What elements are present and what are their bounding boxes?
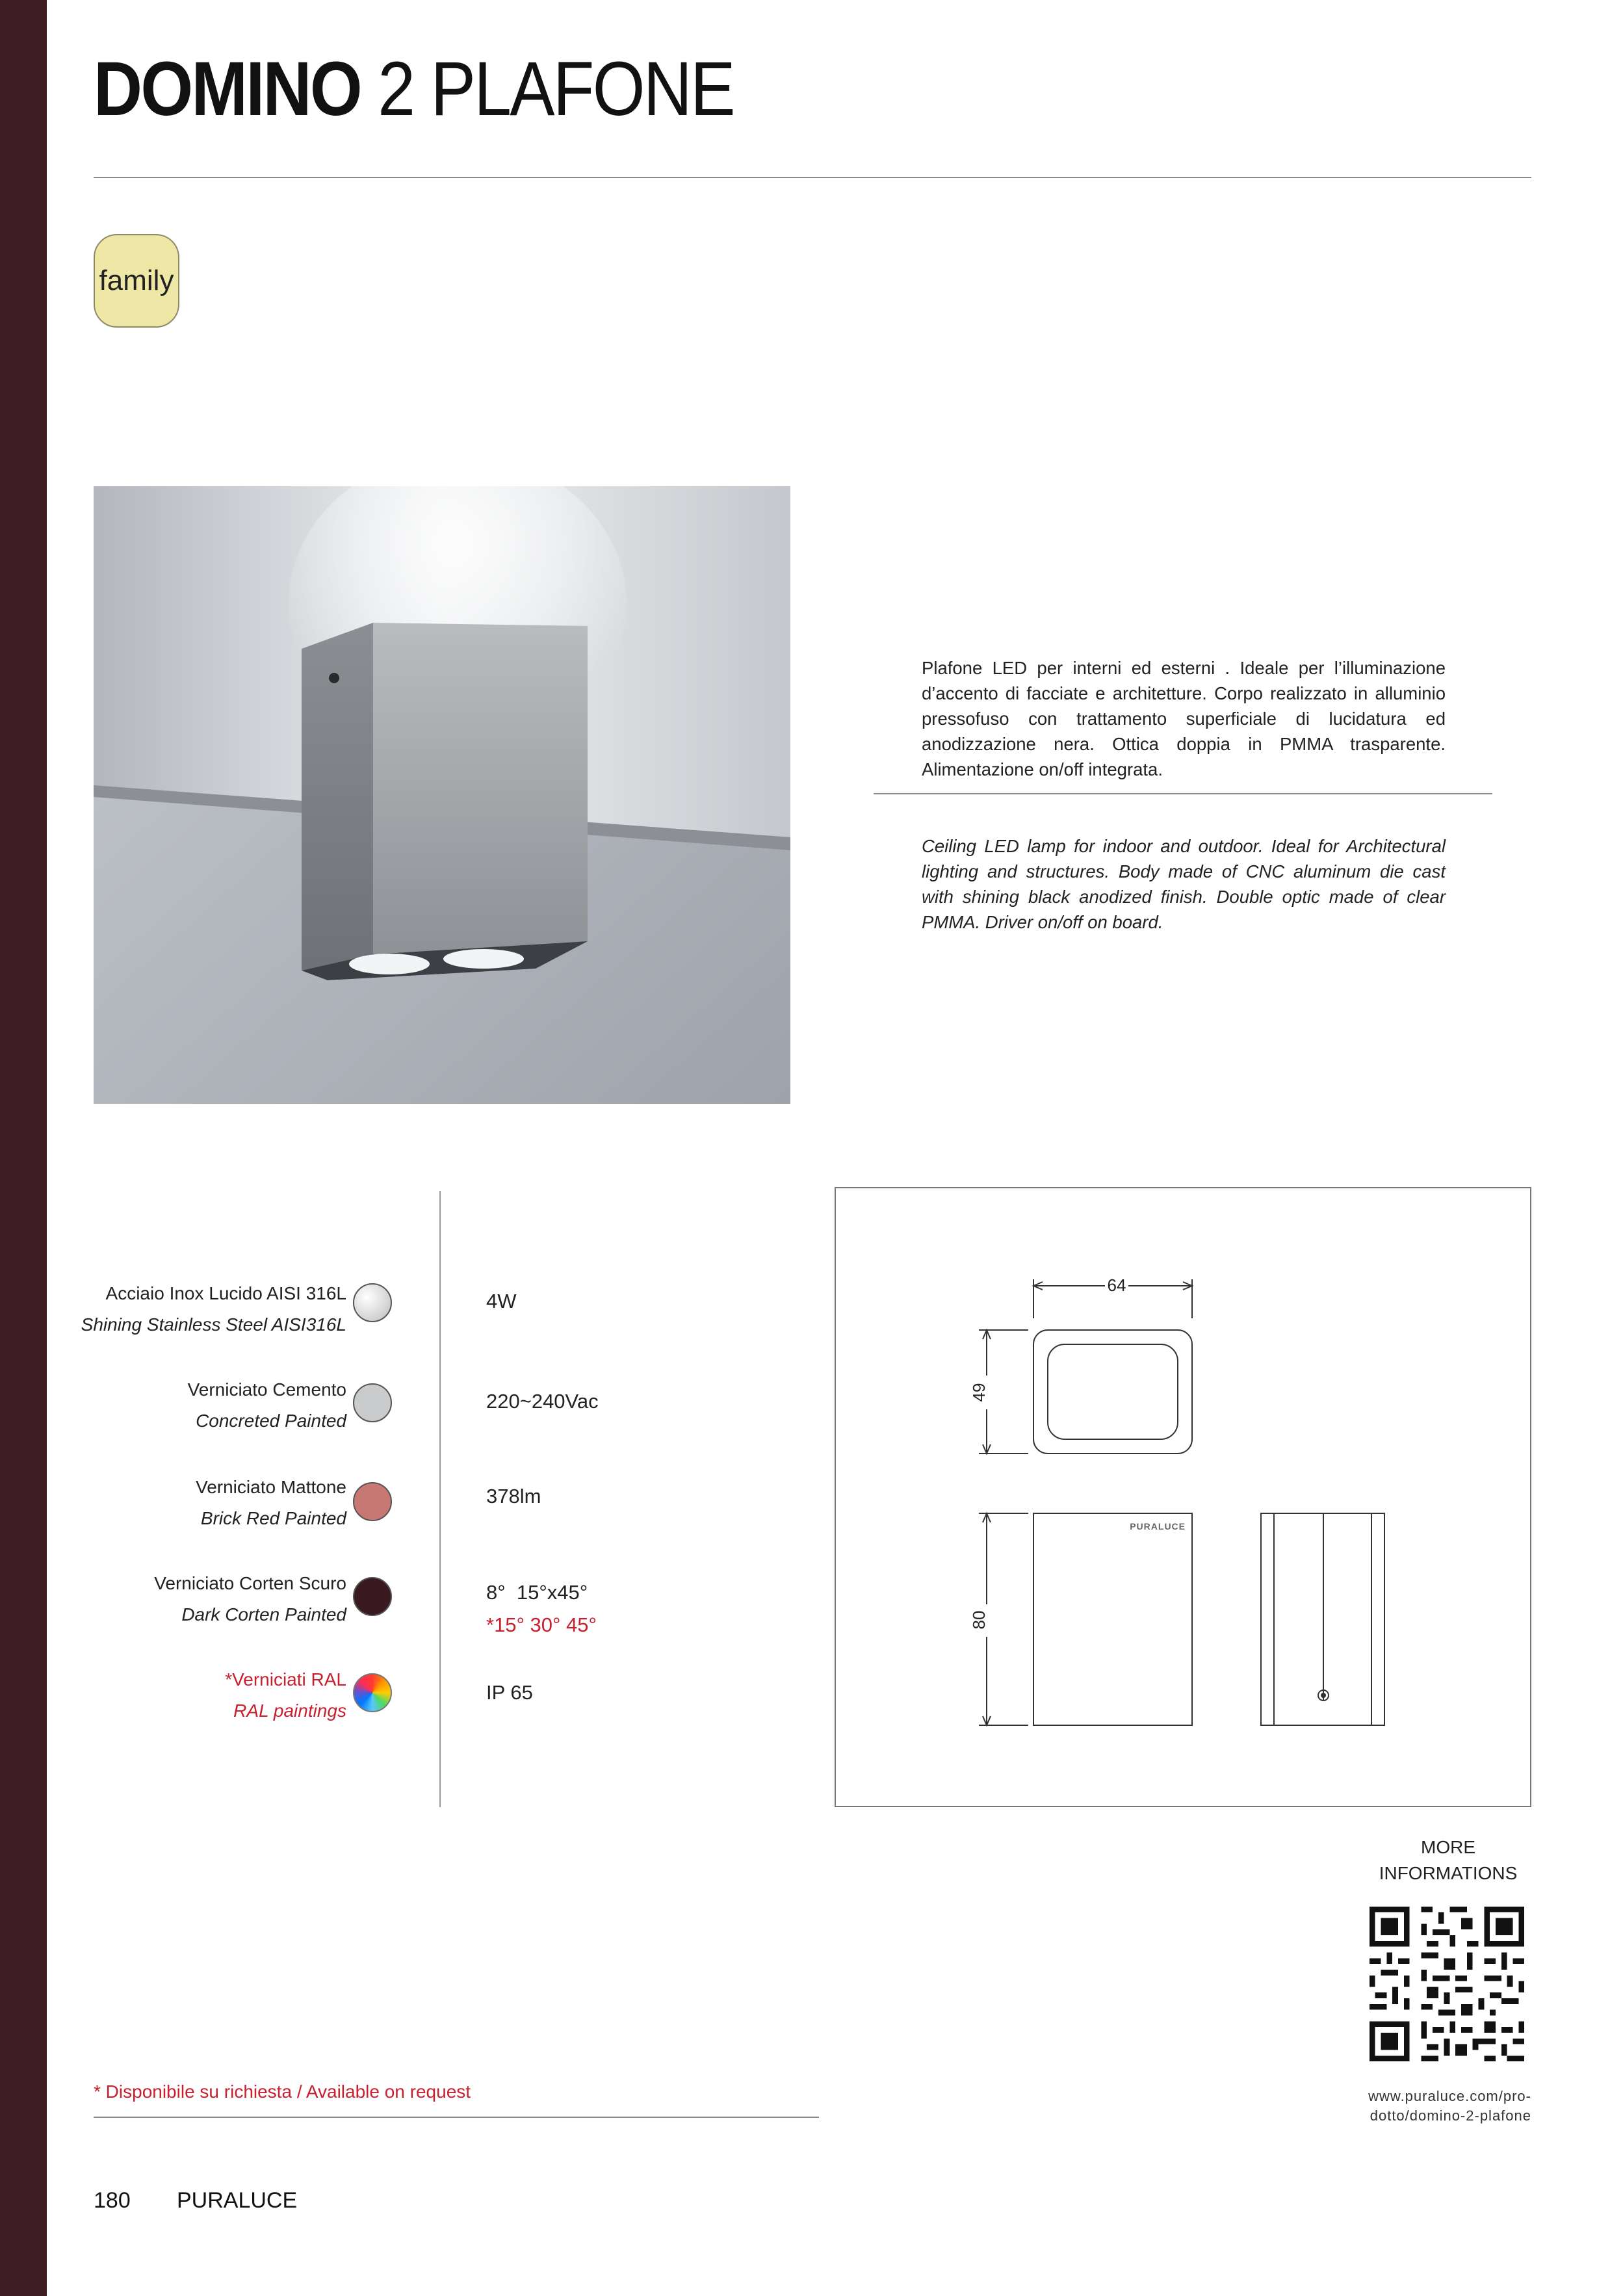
drawing-lines	[836, 1188, 1530, 1806]
description-english: Ceiling LED lamp for indoor and outdoor. Ideal for Architectural lighting and structures. Body made of CNC aluminum die cast with shining black anodized finish. Double optic made of clear PMMA. Driver on/off on board.	[922, 836, 1446, 932]
swatch-stainless[interactable]	[353, 1283, 392, 1322]
finish-label-en: Concreted Painted	[196, 1411, 346, 1431]
finish-corten	[8, 1568, 346, 1630]
dim-depth: 49	[969, 1383, 989, 1402]
description-italian: Plafone LED per interni ed esterni . Ideale per l’illuminazione d’accento di facciate e architetture. Corpo realizzato in alluminio pressofuso con trattamento superficiale di lucidatura ed anodizzazione nera. Ottica doppia in PMMA trasparente. Alimentazione on/off integrata.	[922, 658, 1446, 779]
swatch-brick[interactable]	[353, 1482, 392, 1521]
title-rest: 2 PLAFONE	[361, 46, 734, 132]
spec-power: 4W	[486, 1290, 517, 1312]
finish-label-it: Verniciato Mattone	[196, 1477, 346, 1497]
finish-label-it: Acciaio Inox Lucido AISI 316L	[105, 1283, 346, 1303]
spec-lumen: 378lm	[486, 1485, 541, 1507]
finish-ral	[8, 1664, 346, 1727]
finish-cement	[8, 1374, 346, 1437]
more-line1: MORE	[1421, 1837, 1475, 1857]
title-bold: DOMINO	[94, 46, 361, 132]
drawing-logo: PURALUCE	[1130, 1521, 1186, 1532]
finish-stainless	[8, 1278, 346, 1340]
spec-voltage: 220~240Vac	[486, 1390, 599, 1413]
finish-label-en: Brick Red Painted	[200, 1508, 346, 1528]
finish-label-it: Verniciato Cemento	[187, 1379, 346, 1400]
qr-code[interactable]	[1364, 1901, 1530, 2067]
spec-optics: 8° 15°x45°	[486, 1581, 588, 1604]
spec-ip: IP 65	[486, 1681, 533, 1704]
swatch-corten[interactable]	[353, 1577, 392, 1616]
family-label: family	[99, 265, 174, 296]
swatch-ral[interactable]	[353, 1673, 392, 1712]
column-divider	[439, 1191, 441, 1807]
finish-label-en: Dark Corten Painted	[181, 1604, 346, 1624]
finish-brick	[8, 1472, 346, 1534]
page-number: 180	[94, 2188, 131, 2213]
title-rule	[94, 177, 1531, 178]
finish-label-it: Verniciato Corten Scuro	[154, 1573, 346, 1593]
product-photo	[94, 486, 790, 1104]
swatch-cement[interactable]	[353, 1383, 392, 1422]
page-title	[94, 47, 734, 131]
footnote: * Disponibile su richiesta / Available on request	[94, 2081, 471, 2102]
footer-brand: PURALUCE	[177, 2188, 298, 2213]
more-informations	[1365, 1834, 1531, 1886]
technical-drawing	[835, 1187, 1531, 1807]
url-line2: dotto/domino-2-plafone	[1370, 2107, 1531, 2124]
spec-optics-on-request: *15° 30° 45°	[486, 1613, 597, 1636]
dim-height: 80	[969, 1610, 989, 1630]
finish-label-en: Shining Stainless Steel AISI316L	[81, 1314, 346, 1335]
finish-label-it: *Verniciati RAL	[225, 1669, 346, 1689]
more-line2: INFORMATIONS	[1379, 1863, 1518, 1883]
side-bar	[0, 0, 47, 2296]
product-url[interactable]	[1336, 2087, 1531, 2126]
dim-width: 64	[1107, 1275, 1126, 1295]
footnote-rule	[94, 2117, 819, 2118]
finish-label-en: RAL paintings	[233, 1701, 346, 1721]
description-rule	[874, 793, 1492, 794]
family-badge[interactable]	[94, 234, 179, 328]
url-line1: www.puraluce.com/pro-	[1368, 2088, 1531, 2104]
